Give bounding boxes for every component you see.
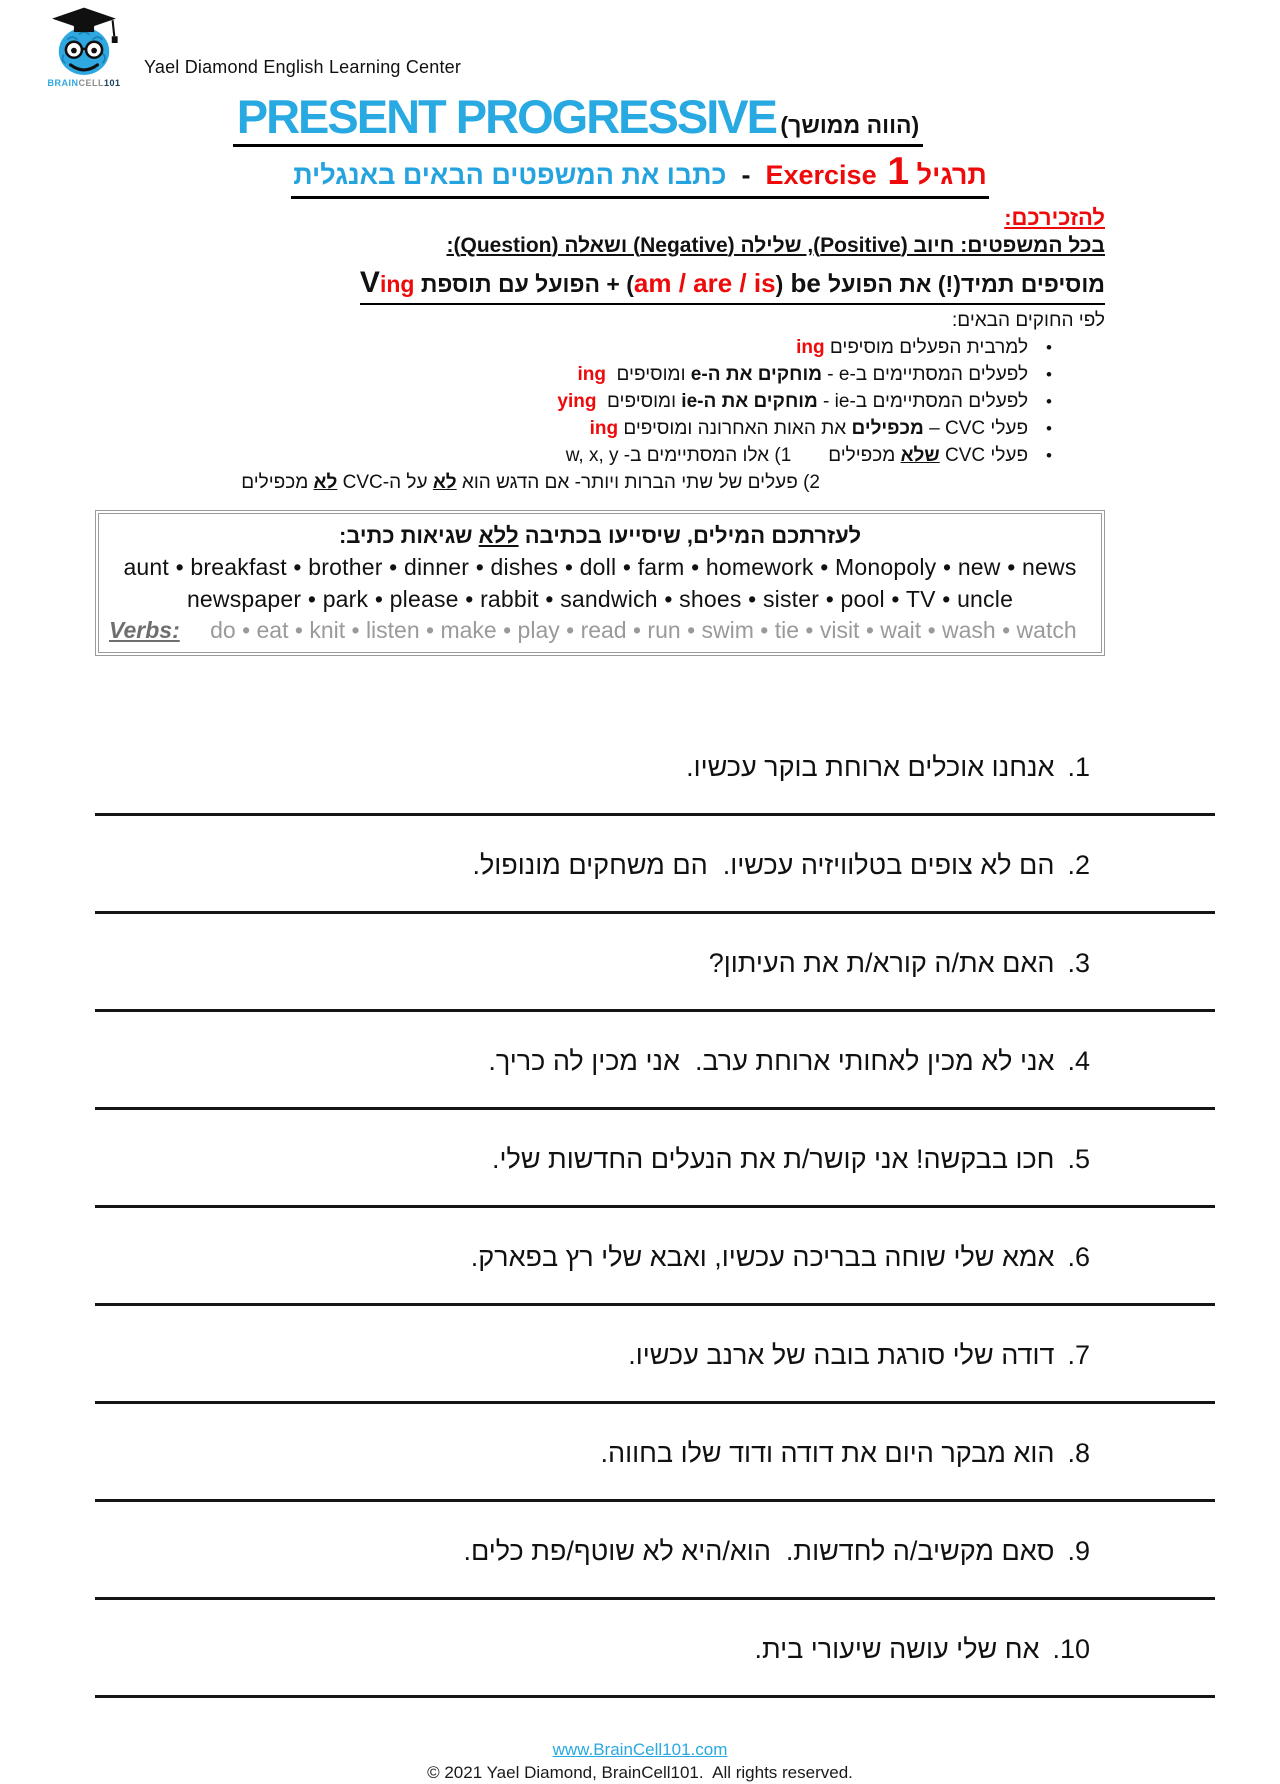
rule-bullet: •למרבית הפעלים מוסיפים ing	[796, 337, 1052, 359]
exercise-number: 2.	[1067, 850, 1090, 881]
rule-following-rules: לפי החוקים הבאים:	[952, 310, 1105, 332]
exercise-number: 9.	[1067, 1536, 1090, 1567]
exercise-number: 8.	[1067, 1438, 1090, 1469]
exercise-text: הם לא צופים בטלוויזיה עכשיו. הם משחקים מונופול.	[472, 850, 1055, 881]
exercise-sentence	[0, 1336, 1280, 1374]
word-bank-verbs-row	[109, 615, 1091, 646]
exercise-sentence	[0, 944, 1280, 982]
rule-be-ving-row	[0, 264, 1105, 306]
center-tagline: Yael Diamond English Learning Center	[144, 57, 462, 77]
exercise-text: הוא מבקר היום את דודה ודוד שלו בחווה.	[600, 1438, 1055, 1469]
word-bank-line-1: aunt • breakfast • brother • dinner • dishes • doll • farm • homework • Monopoly • new • news	[123, 554, 1077, 581]
word-bank-line-2: newspaper • park • please • rabbit • sandwich • shoes • sister • pool • TV • uncle	[186, 586, 1014, 613]
exercise-text: האם את/ה קורא/ת את העיתון?	[708, 948, 1055, 979]
exercise-item	[0, 1306, 1280, 1404]
exercise-number: 6.	[1067, 1242, 1090, 1273]
page-title: PRESENT PROGRESSIVE (הווה ממושך)	[233, 92, 923, 147]
header	[0, 0, 1280, 88]
exercise-text: אני לא מכין לאחותי ארוחת ערב. אני מכין לה כריך.	[488, 1046, 1055, 1077]
exercise-item	[0, 1110, 1280, 1208]
exercise-item	[0, 1502, 1280, 1600]
rules-section	[0, 234, 1280, 497]
exercise-item	[0, 1012, 1280, 1110]
exercise-text: אמא שלי שוחה בבריכה עכשיו, ואבא שלי רץ בפארק.	[470, 1242, 1055, 1273]
rules-bullet-list	[0, 334, 1105, 469]
verbs-label: Verbs:	[109, 617, 180, 644]
exercise-item	[0, 816, 1280, 914]
exercise-number: 1.	[1067, 752, 1090, 783]
exercise-number: 7.	[1067, 1340, 1090, 1371]
exercise-text: אח שלי עושה שיעורי בית.	[754, 1634, 1040, 1665]
brain-mascot-icon	[41, 6, 127, 80]
reminder-heading: להזכירכם:	[1004, 204, 1105, 230]
exercise-item	[0, 1404, 1280, 1502]
braincell-logo	[38, 6, 130, 88]
exercise-number: 10.	[1052, 1634, 1090, 1665]
exercise-title: כתבו את המשפטים הבאים באנגלית - Exercise 1 תרגיל	[291, 152, 989, 198]
rule-bullet: •פעלי CVC – מכפילים את האות האחרונה ומוסיפים ing	[589, 418, 1052, 440]
rule-cvc-subline: 2) פעלים של שתי הברות ויותר- אם הדגש הוא לא על ה-CVC לא מכפילים	[241, 472, 820, 494]
exercise-text: אנחנו אוכלים ארוחת בוקר עכשיו.	[686, 752, 1055, 783]
exercise-text: חכו בבקשה! אני קושר/ת את הנעלים החדשות שלי.	[492, 1144, 1055, 1175]
exercise-sentence	[0, 1140, 1280, 1178]
exercise-item	[0, 1600, 1280, 1698]
word-bank-title: לעזרתכם המילים, שיסייעו בכתיבה ללא שגיאות כתיב:	[338, 523, 862, 549]
rule-bullet: •לפעלים המסתיימים ב-ie - מוחקים את ה-ie ומוסיפים ying	[557, 391, 1052, 413]
exercise-item	[0, 1208, 1280, 1306]
exercise-sentence	[0, 846, 1280, 884]
website-link[interactable]: www.BrainCell101.com	[552, 1740, 728, 1760]
exercise-title-row	[0, 152, 1280, 198]
rule-be-ving: Ving הפועל עם תוספת + (am / are / is) be מוסיפים תמיד(!) את הפועל	[360, 264, 1105, 306]
exercise-text: דודה שלי סורגת בובה של ארנב עכשיו.	[628, 1340, 1055, 1371]
brand-cell: CELL	[78, 78, 104, 88]
exercise-sentence	[0, 1238, 1280, 1276]
verbs-list: do • eat • knit • listen • make • play • read • run • swim • tie • visit • wait • wash • watch	[210, 617, 1077, 644]
rule-bullet: •לפעלים המסתיימים ב-e - מוחקים את ה-e ומוסיפים ing	[577, 364, 1052, 386]
exercise-item	[0, 914, 1280, 1012]
exercise-text: סאם מקשיב/ה לחדשות. הוא/היא לא שוטף/פת כלים.	[463, 1536, 1055, 1567]
page-title-row	[0, 92, 1218, 147]
exercise-sentence	[0, 1042, 1280, 1080]
rule-sentence-types: בכל המשפטים: חיוב (Positive), שלילה (Negative) ושאלה (Question):	[446, 233, 1105, 257]
exercise-sentence	[0, 748, 1280, 786]
brand-wordmark	[47, 78, 120, 88]
exercise-item	[0, 718, 1280, 816]
word-bank-box	[95, 510, 1105, 656]
brand-101: 101	[103, 78, 121, 88]
rule-bullet: •פעלי CVC שלא מכפילים 1) אלו המסתיימים ב- w, x, y	[565, 445, 1052, 467]
exercise-number: 4.	[1067, 1046, 1090, 1077]
answer-line	[95, 1695, 1215, 1698]
reminder-heading-row	[0, 205, 1280, 231]
footer	[0, 1738, 1280, 1784]
exercise-number: 5.	[1067, 1144, 1090, 1175]
exercise-list	[0, 718, 1280, 1698]
exercise-sentence	[0, 1532, 1280, 1570]
exercise-sentence	[0, 1434, 1280, 1472]
brand-brain: BRAIN	[47, 78, 79, 88]
exercise-number: 3.	[1067, 948, 1090, 979]
exercise-sentence	[0, 1630, 1280, 1668]
copyright-text: © 2021 Yael Diamond, BrainCell101. All rights reserved.	[427, 1763, 853, 1783]
